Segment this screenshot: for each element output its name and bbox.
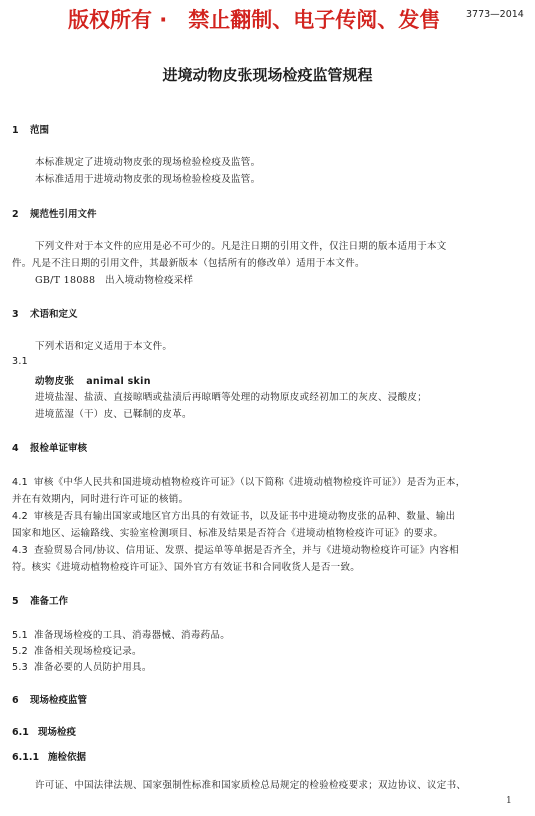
clause-text: 符。核实《进境动植物检疫许可证》、国外官方有效证书和合同收货人是否一致。: [12, 562, 361, 573]
section-number: 3: [12, 309, 19, 320]
clause-5-1: [12, 627, 230, 641]
section-number: 2: [12, 209, 19, 220]
clause-number: 4.2: [12, 511, 29, 522]
clause-number: 5.2: [12, 646, 29, 657]
paragraph: 件。凡是不注日期的引用文件，其最新版本（包括所有的修改单）适用于本文件。: [12, 258, 365, 269]
definition: 进境盐湿、盐渍、直接晾晒或盐渍后再晾晒等处理的动物原皮或经初加工的灰皮、浸酸皮；: [35, 392, 428, 403]
clause-number: 5.1: [12, 630, 29, 641]
definition: 进境蓝湿（干）皮、已鞣制的皮革。: [35, 409, 192, 420]
clause-text: 审核《中华人民共和国进境动植物检疫许可证》（以下简称《进境动植物检疫许可证》）是否为正本，: [34, 477, 466, 488]
subsection-number: 6.1: [12, 727, 29, 738]
section-5-heading: [12, 593, 68, 607]
clause-number: 3.1: [12, 356, 29, 367]
section-3-heading: [12, 306, 78, 320]
section-title: 范围: [30, 125, 50, 136]
term-entry: [35, 373, 151, 387]
normative-reference: GB/T 18088 出入境动物检疫采样: [35, 275, 194, 286]
clause-number: 4.3: [12, 545, 29, 556]
clause-4-3: [12, 542, 459, 556]
subsection-title: 现场检疫: [38, 727, 77, 738]
subsection-6-1-heading: [12, 724, 76, 738]
clause-5-3: [12, 659, 152, 673]
subsection-title: 施检依据: [48, 752, 87, 763]
subsection-6-1-1-heading: [12, 749, 86, 763]
clause-4-1: [12, 474, 466, 488]
clause-text: 审核是否具有输出国家或地区官方出具的有效证书，以及证书中进境动物皮张的品种、数量、输出: [34, 511, 456, 522]
section-4-heading: [12, 440, 87, 454]
paragraph: 许可证、中国法律法规、国家强制性标准和国家质检总局规定的检验检疫要求；双边协议、议定书、: [35, 780, 467, 791]
section-title: 准备工作: [30, 596, 69, 607]
section-6-heading: [12, 692, 87, 706]
clause-text: 国家和地区、运输路线、实验室检测项目、标准及结果是否符合《进境动植物检疫许可证》的要求。: [12, 528, 444, 539]
section-number: 5: [12, 596, 19, 607]
section-title: 术语和定义: [30, 309, 78, 320]
clause-5-2: [12, 643, 142, 657]
paragraph: 本标准规定了进境动物皮张的现场检验检疫及监管。: [35, 157, 261, 168]
section-number: 6: [12, 695, 19, 706]
standard-number: 3773—2014: [466, 9, 524, 20]
watermark-banner: 版权所有 · 禁止翻制、电子传阅、发售: [68, 8, 441, 32]
paragraph: 下列文件对于本文件的应用是必不可少的。凡是注日期的引用文件，仅注日期的版本适用于本文: [35, 241, 447, 252]
term-chinese: 动物皮张: [35, 376, 75, 387]
section-title: 报检单证审核: [30, 443, 88, 454]
clause-text: 查验贸易合同/协议、信用证、发票、提运单等单据是否齐全，并与《进境动物检疫许可证》内容相: [34, 545, 459, 556]
section-title: 规范性引用文件: [30, 209, 97, 220]
section-number: 4: [12, 443, 19, 454]
page-number: 1: [506, 796, 512, 806]
paragraph: 本标准适用于进境动物皮张的现场检验检疫及监管。: [35, 174, 261, 185]
clause-text: 准备必要的人员防护用具。: [34, 662, 152, 673]
clause-number: 5.3: [12, 662, 29, 673]
term-english: animal skin: [86, 376, 151, 387]
section-1-heading: [12, 122, 49, 136]
clause-4-2: [12, 508, 455, 522]
clause-text: 准备现场检疫的工具、消毒器械、消毒药品。: [34, 630, 231, 641]
clause-number: 4.1: [12, 477, 29, 488]
document-title: 进境动物皮张现场检疫监管规程: [162, 66, 373, 84]
paragraph: 下列术语和定义适用于本文件。: [35, 341, 173, 352]
clause-text: 并在有效期内，同时进行许可证的核销。: [12, 494, 189, 505]
section-title: 现场检疫监管: [30, 695, 88, 706]
section-2-heading: [12, 206, 97, 220]
clause-text: 准备相关现场检疫记录。: [34, 646, 142, 657]
subsection-number: 6.1.1: [12, 752, 40, 763]
section-number: 1: [12, 125, 19, 136]
